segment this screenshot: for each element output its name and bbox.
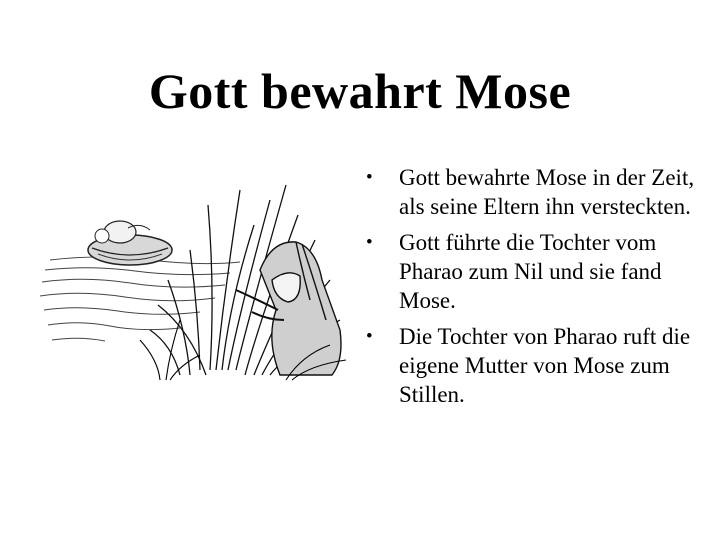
baby-basket [88,221,172,265]
bullet-item [366,228,696,315]
bullet-item [366,163,696,221]
bullet-marker: • [366,326,373,347]
moses-reeds-illustration [40,170,350,385]
bullet-marker: • [366,232,373,253]
bullet-text: Gott führte die Tochter vom Pharao zum Nil und sie fand Mose. [399,230,662,313]
bullet-text: Die Tochter von Pharao ruft die eigene Mutter von Mose zum Stillen. [399,324,691,407]
bullet-item [366,322,696,409]
bullet-text: Gott bewahrte Mose in der Zeit, als seine Eltern ihn versteckten. [399,165,695,219]
bullet-marker: • [366,167,373,188]
bullet-list [366,163,696,416]
slide-title: Gott bewahrt Mose [148,63,572,119]
